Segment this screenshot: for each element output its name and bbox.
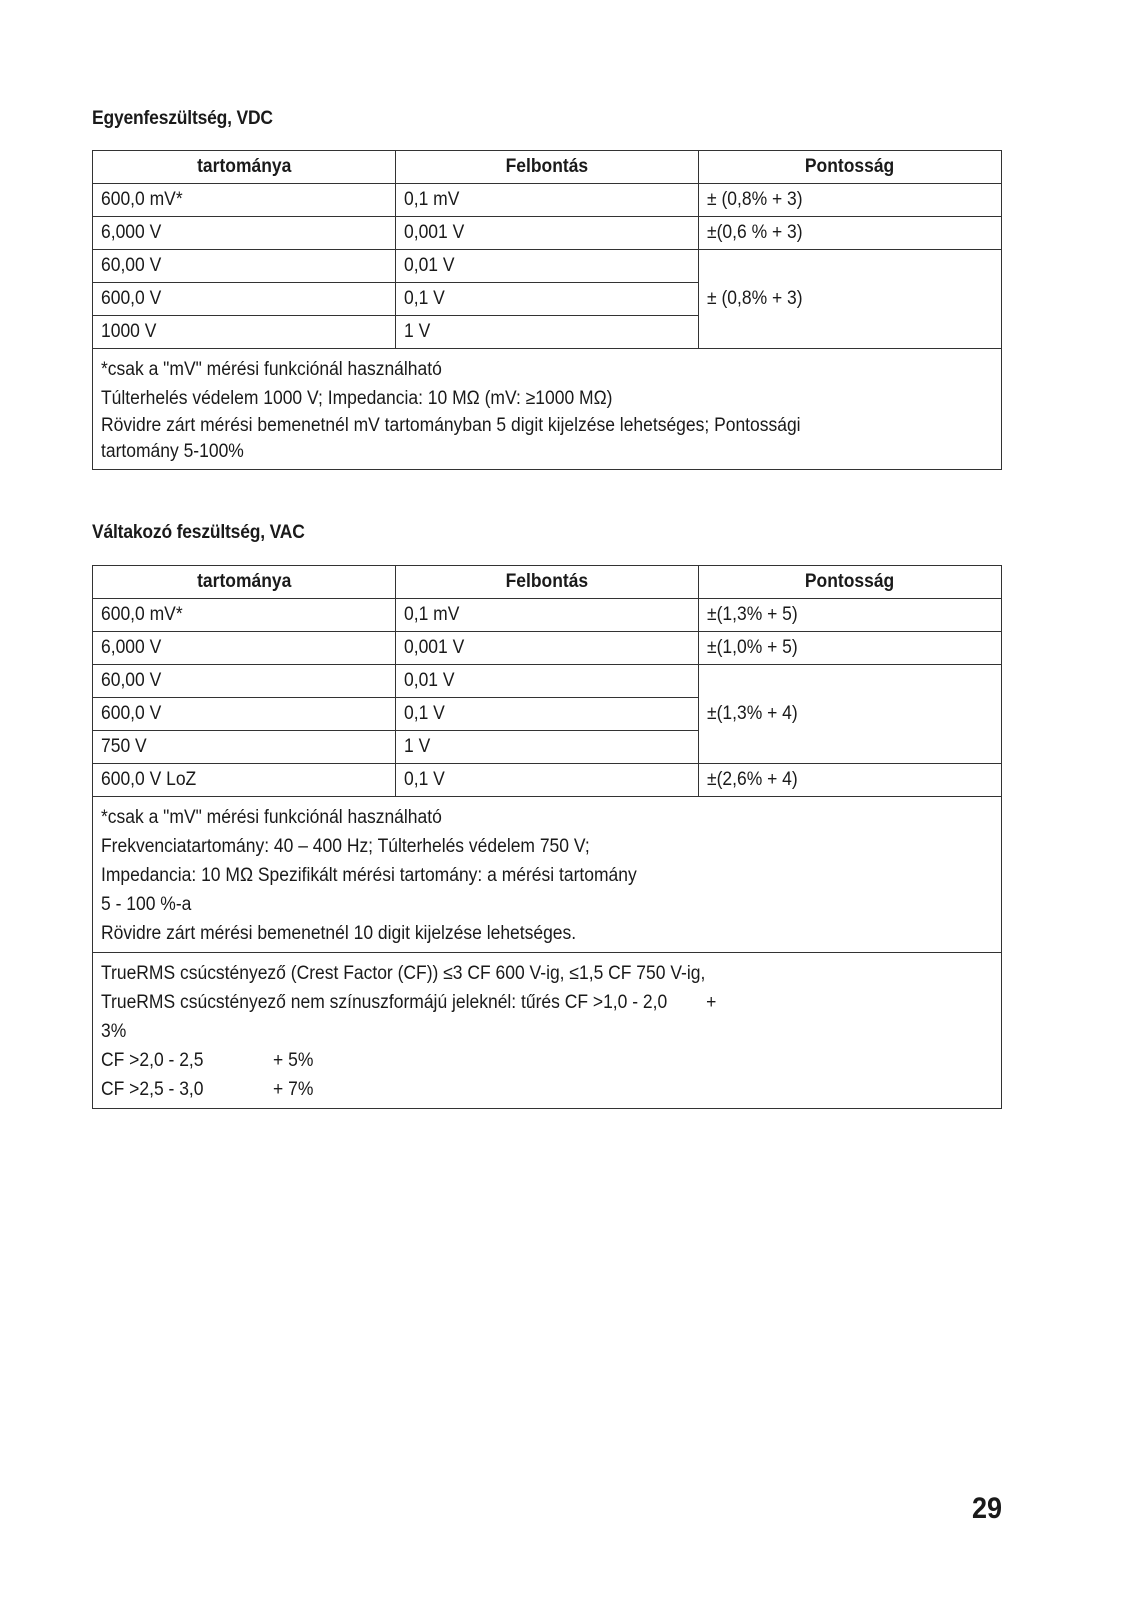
cf-range: CF >2,0 - 2,5	[101, 1050, 204, 1071]
vac-heading: Váltakozó feszültség, VAC	[92, 522, 305, 543]
vdc-heading: Egyenfeszültség, VDC	[92, 108, 273, 129]
accuracy-cell: ± (0,8% + 3)	[699, 184, 1002, 217]
accuracy-cell: ±(1,0% + 5)	[699, 632, 1002, 665]
note-line: Frekvenciatartomány: 40 – 400 Hz; Túlterhelés védelem 750 V;	[101, 836, 590, 857]
resolution-cell: 0,01 V	[396, 665, 699, 698]
note-line: tartomány 5-100%	[101, 441, 244, 462]
cf-range: CF >2,5 - 3,0	[101, 1079, 204, 1100]
resolution-cell: 0,001 V	[396, 632, 699, 665]
accuracy-cell-merged: ± (0,8% + 3)	[699, 250, 1002, 349]
range-cell: 60,00 V	[93, 665, 396, 698]
note-line: *csak a "mV" mérési funkciónál használható	[101, 359, 442, 380]
note-line: *csak a "mV" mérési funkciónál használható	[101, 807, 442, 828]
range-cell: 600,0 V	[93, 283, 396, 316]
range-cell: 600,0 V LoZ	[93, 764, 396, 797]
table-header-row	[93, 151, 1002, 184]
note-line: 3%	[101, 1021, 127, 1042]
resolution-cell: 0,01 V	[396, 250, 699, 283]
vdc-spec-table	[92, 150, 1002, 470]
crest-factor-tolerance	[101, 1075, 993, 1104]
accuracy-cell: ±(1,3% + 5)	[699, 599, 1002, 632]
range-cell: 600,0 mV*	[93, 599, 396, 632]
note-line: Rövidre zárt mérési bemenetnél mV tartományban 5 digit kijelzése lehetséges; Pontossági	[101, 415, 801, 436]
column-header-resolution: Felbontás	[396, 151, 699, 184]
resolution-cell: 0,001 V	[396, 217, 699, 250]
vac-notes	[93, 797, 1002, 953]
range-cell: 600,0 mV*	[93, 184, 396, 217]
accuracy-cell: ±(0,6 % + 3)	[699, 217, 1002, 250]
cf-tolerance: + 5%	[273, 1050, 314, 1071]
table-row	[93, 599, 1002, 632]
vdc-notes	[93, 349, 1002, 470]
resolution-cell: 0,1 mV	[396, 599, 699, 632]
note-line: Rövidre zárt mérési bemenetnél 10 digit kijelzése lehetséges.	[101, 923, 577, 944]
table-row	[93, 184, 1002, 217]
resolution-cell: 0,1 V	[396, 764, 699, 797]
table-row	[93, 217, 1002, 250]
note-line: Impedancia: 10 MΩ Spezifikált mérési tartomány: a mérési tartomány	[101, 865, 637, 886]
notes-row	[93, 797, 1002, 953]
accuracy-cell: ±(2,6% + 4)	[699, 764, 1002, 797]
column-header-accuracy: Pontosság	[699, 566, 1002, 599]
note-line: TrueRMS csúcstényező (Crest Factor (CF)) ≤3 CF 600 V-ig, ≤1,5 CF 750 V-ig,	[101, 963, 706, 984]
range-cell: 6,000 V	[93, 632, 396, 665]
note-line: TrueRMS csúcstényező nem színuszformájú jeleknél: tűrés CF >1,0 - 2,0 +	[101, 992, 717, 1013]
cf-tolerance: + 7%	[273, 1079, 314, 1100]
note-line: 5 - 100 %-a	[101, 894, 192, 915]
page-number: 29	[972, 1492, 1003, 1525]
table-row	[93, 632, 1002, 665]
note-line: Túlterhelés védelem 1000 V; Impedancia: 10 MΩ (mV: ≥1000 MΩ)	[101, 388, 613, 409]
column-header-range: tartománya	[93, 151, 396, 184]
range-cell: 750 V	[93, 731, 396, 764]
table-row	[93, 764, 1002, 797]
column-header-resolution: Felbontás	[396, 566, 699, 599]
resolution-cell: 1 V	[396, 731, 699, 764]
crest-factor-notes	[93, 953, 1002, 1109]
range-cell: 60,00 V	[93, 250, 396, 283]
range-cell: 6,000 V	[93, 217, 396, 250]
resolution-cell: 1 V	[396, 316, 699, 349]
crest-factor-tolerance	[101, 1046, 993, 1075]
range-cell: 1000 V	[93, 316, 396, 349]
resolution-cell: 0,1 mV	[396, 184, 699, 217]
notes-row	[93, 349, 1002, 470]
table-header-row	[93, 566, 1002, 599]
table-row	[93, 250, 1002, 283]
column-header-range: tartománya	[93, 566, 396, 599]
column-header-accuracy: Pontosság	[699, 151, 1002, 184]
accuracy-cell-merged: ±(1,3% + 4)	[699, 665, 1002, 764]
resolution-cell: 0,1 V	[396, 698, 699, 731]
vac-spec-table	[92, 565, 1002, 1109]
crest-factor-row	[93, 953, 1002, 1109]
range-cell: 600,0 V	[93, 698, 396, 731]
table-row	[93, 665, 1002, 698]
resolution-cell: 0,1 V	[396, 283, 699, 316]
